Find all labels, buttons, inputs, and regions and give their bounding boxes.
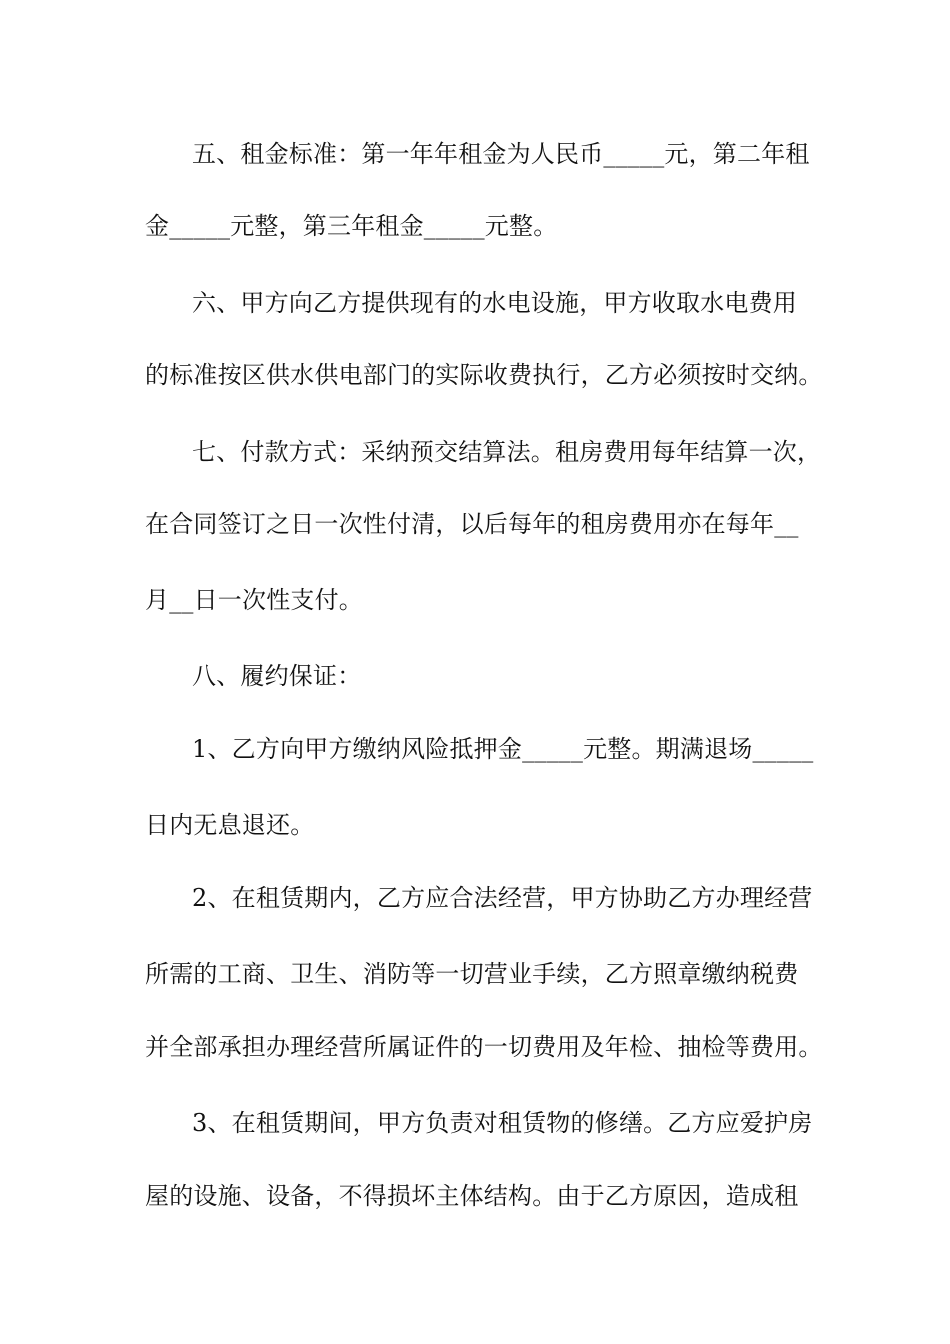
clause-8-3-line-2: 屋的设施、设备，不得损坏主体结构。由于乙方原因，造成租 [145,1182,799,1210]
clause-7-line-1: 七、付款方式：采纳预交结算法。租房费用每年结算一次， [192,438,822,466]
clause-5-line-2: 金_____元整，第三年租金_____元整。 [145,212,558,240]
clause-8-2-line-1: 2、在租赁期内，乙方应合法经营，甲方协助乙方办理经营 [192,884,813,912]
clause-6-line-2: 的标准按区供水供电部门的实际收费执行，乙方必须按时交纳。 [145,361,823,389]
clause-8-2-line-3: 并全部承担办理经营所属证件的一切费用及年检、抽检等费用。 [145,1033,823,1061]
clause-8-1-line-2: 日内无息退还。 [145,811,315,839]
clause-8-heading: 八、履约保证： [192,662,362,690]
clause-8-3-line-1: 3、在租赁期间，甲方负责对租赁物的修缮。乙方应爱护房 [192,1109,813,1137]
clause-7-line-3: 月__日一次性支付。 [145,586,363,614]
clause-8-2-line-2: 所需的工商、卫生、消防等一切营业手续，乙方照章缴纳税费 [145,960,799,988]
clause-5-line-1: 五、租金标准：第一年年租金为人民币_____元，第二年租 [192,140,810,168]
clause-6-line-1: 六、甲方向乙方提供现有的水电设施，甲方收取水电费用 [192,289,797,317]
clause-7-line-2: 在合同签订之日一次性付清，以后每年的租房费用亦在每年__ [145,510,799,538]
clause-8-1-line-1: 1、乙方向甲方缴纳风险抵押金_____元整。期满退场_____ [192,735,814,763]
